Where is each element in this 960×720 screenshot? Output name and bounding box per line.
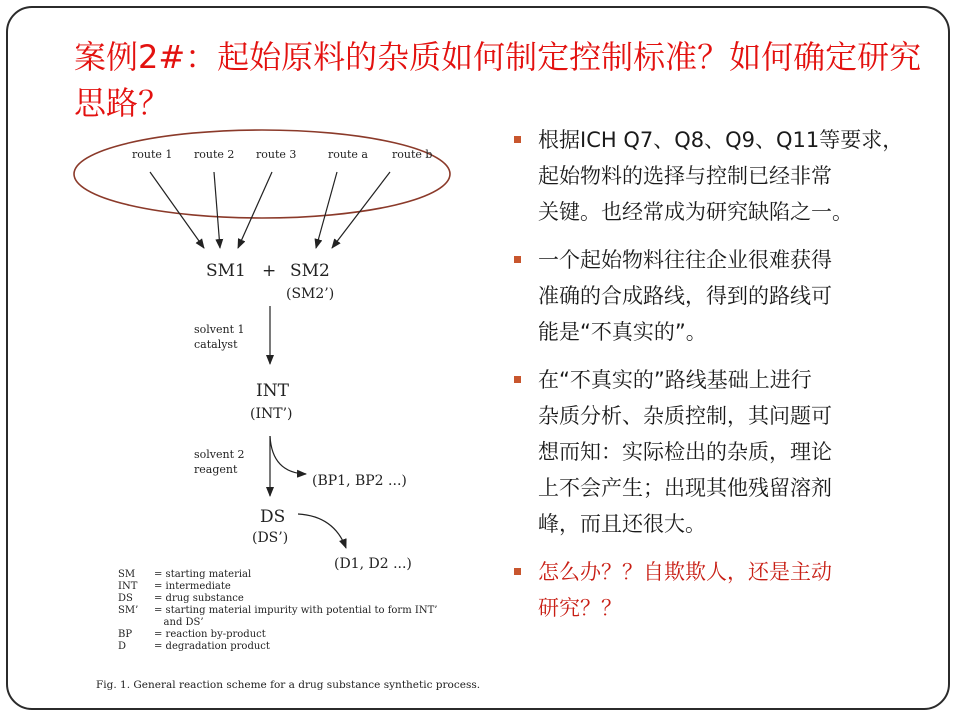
routes-ellipse: [74, 130, 450, 218]
arrow-ds-d: [298, 514, 346, 548]
sm2-label: SM2: [290, 261, 330, 281]
route-label-b: route b: [392, 148, 433, 161]
legend-abbr: DS: [118, 593, 133, 604]
arrow-int-bp: [270, 436, 306, 474]
arrow-route2-sm1: [214, 172, 220, 248]
legend-def: = drug substance: [154, 593, 244, 604]
legend-def: and DS’: [154, 617, 204, 628]
legend-abbr: SM: [118, 569, 136, 580]
bullet-item: [514, 242, 934, 350]
route-label-1: route 1: [132, 148, 173, 161]
legend: [118, 569, 437, 652]
step1-catalyst: catalyst: [194, 338, 238, 351]
arrow-routea-sm2: [316, 172, 337, 248]
legend-abbr: BP: [118, 629, 133, 640]
legend-def: = reaction by-product: [154, 629, 266, 640]
sm1-label: SM1: [206, 261, 246, 281]
legend-def: = degradation product: [154, 641, 270, 652]
legend-def: = intermediate: [154, 581, 231, 592]
legend-abbr: D: [118, 641, 127, 652]
bullet-item: [514, 362, 934, 542]
arrow-route3-sm1: [238, 172, 272, 248]
degradation-label: (D1, D2 ...): [334, 556, 412, 572]
square-bullet-icon: [514, 136, 521, 143]
square-bullet-icon: [514, 256, 521, 263]
step2-solvent: solvent 2: [194, 448, 245, 461]
bullet-list: [514, 122, 934, 638]
plus-sign: +: [262, 261, 277, 281]
legend-abbr: SM’: [118, 605, 139, 616]
int-alt-label: (INT’): [250, 406, 293, 422]
square-bullet-icon: [514, 376, 521, 383]
square-bullet-icon: [514, 568, 521, 575]
step2-reagent: reagent: [194, 463, 238, 476]
route-label-a: route a: [328, 148, 368, 161]
byproduct-label: (BP1, BP2 ...): [312, 473, 407, 489]
route-label-2: route 2: [194, 148, 235, 161]
legend-abbr: INT: [118, 581, 138, 592]
bullet-text: 在“不真实的”路线基础上进行 杂质分析、杂质控制，其问题可 想而知：实际检出的杂质，理论 上不会产生；出现其他残留溶剂 峰，而且还很大。: [538, 368, 832, 536]
bullet-text: 根据ICH Q7、Q8、Q9、Q11等要求， 起始物料的选择与控制已经非常 关键。也经常成为研究缺陷之一。: [538, 128, 904, 224]
slide-title: 案例2#：起始原料的杂质如何制定控制标准？如何确定研究思路？: [74, 38, 922, 122]
ds-alt-label: (DS’): [252, 530, 289, 546]
arrow-routeb-sm2: [332, 172, 390, 248]
int-label: INT: [256, 381, 289, 401]
ds-label: DS: [260, 507, 286, 527]
bullet-item-highlight: [514, 554, 934, 626]
legend-def: = starting material impurity with potential to form INT’: [154, 605, 438, 616]
reaction-scheme-figure: [72, 128, 482, 703]
slide-frame: [6, 6, 950, 710]
legend-def: = starting material: [154, 569, 252, 580]
figure-caption: Fig. 1. General reaction scheme for a drug substance synthetic process.: [96, 679, 481, 691]
bullet-text-highlight: 怎么办？？自欺欺人，还是主动 研究？？: [538, 560, 832, 620]
bullet-text: 一个起始物料往往企业很难获得 准确的合成路线，得到的路线可 能是“不真实的”。: [538, 248, 832, 344]
reaction-scheme-svg: [72, 128, 482, 703]
bullet-item: [514, 122, 934, 230]
route-label-3: route 3: [256, 148, 297, 161]
sm2-alt-label: (SM2’): [286, 286, 335, 302]
step1-solvent: solvent 1: [194, 323, 245, 336]
